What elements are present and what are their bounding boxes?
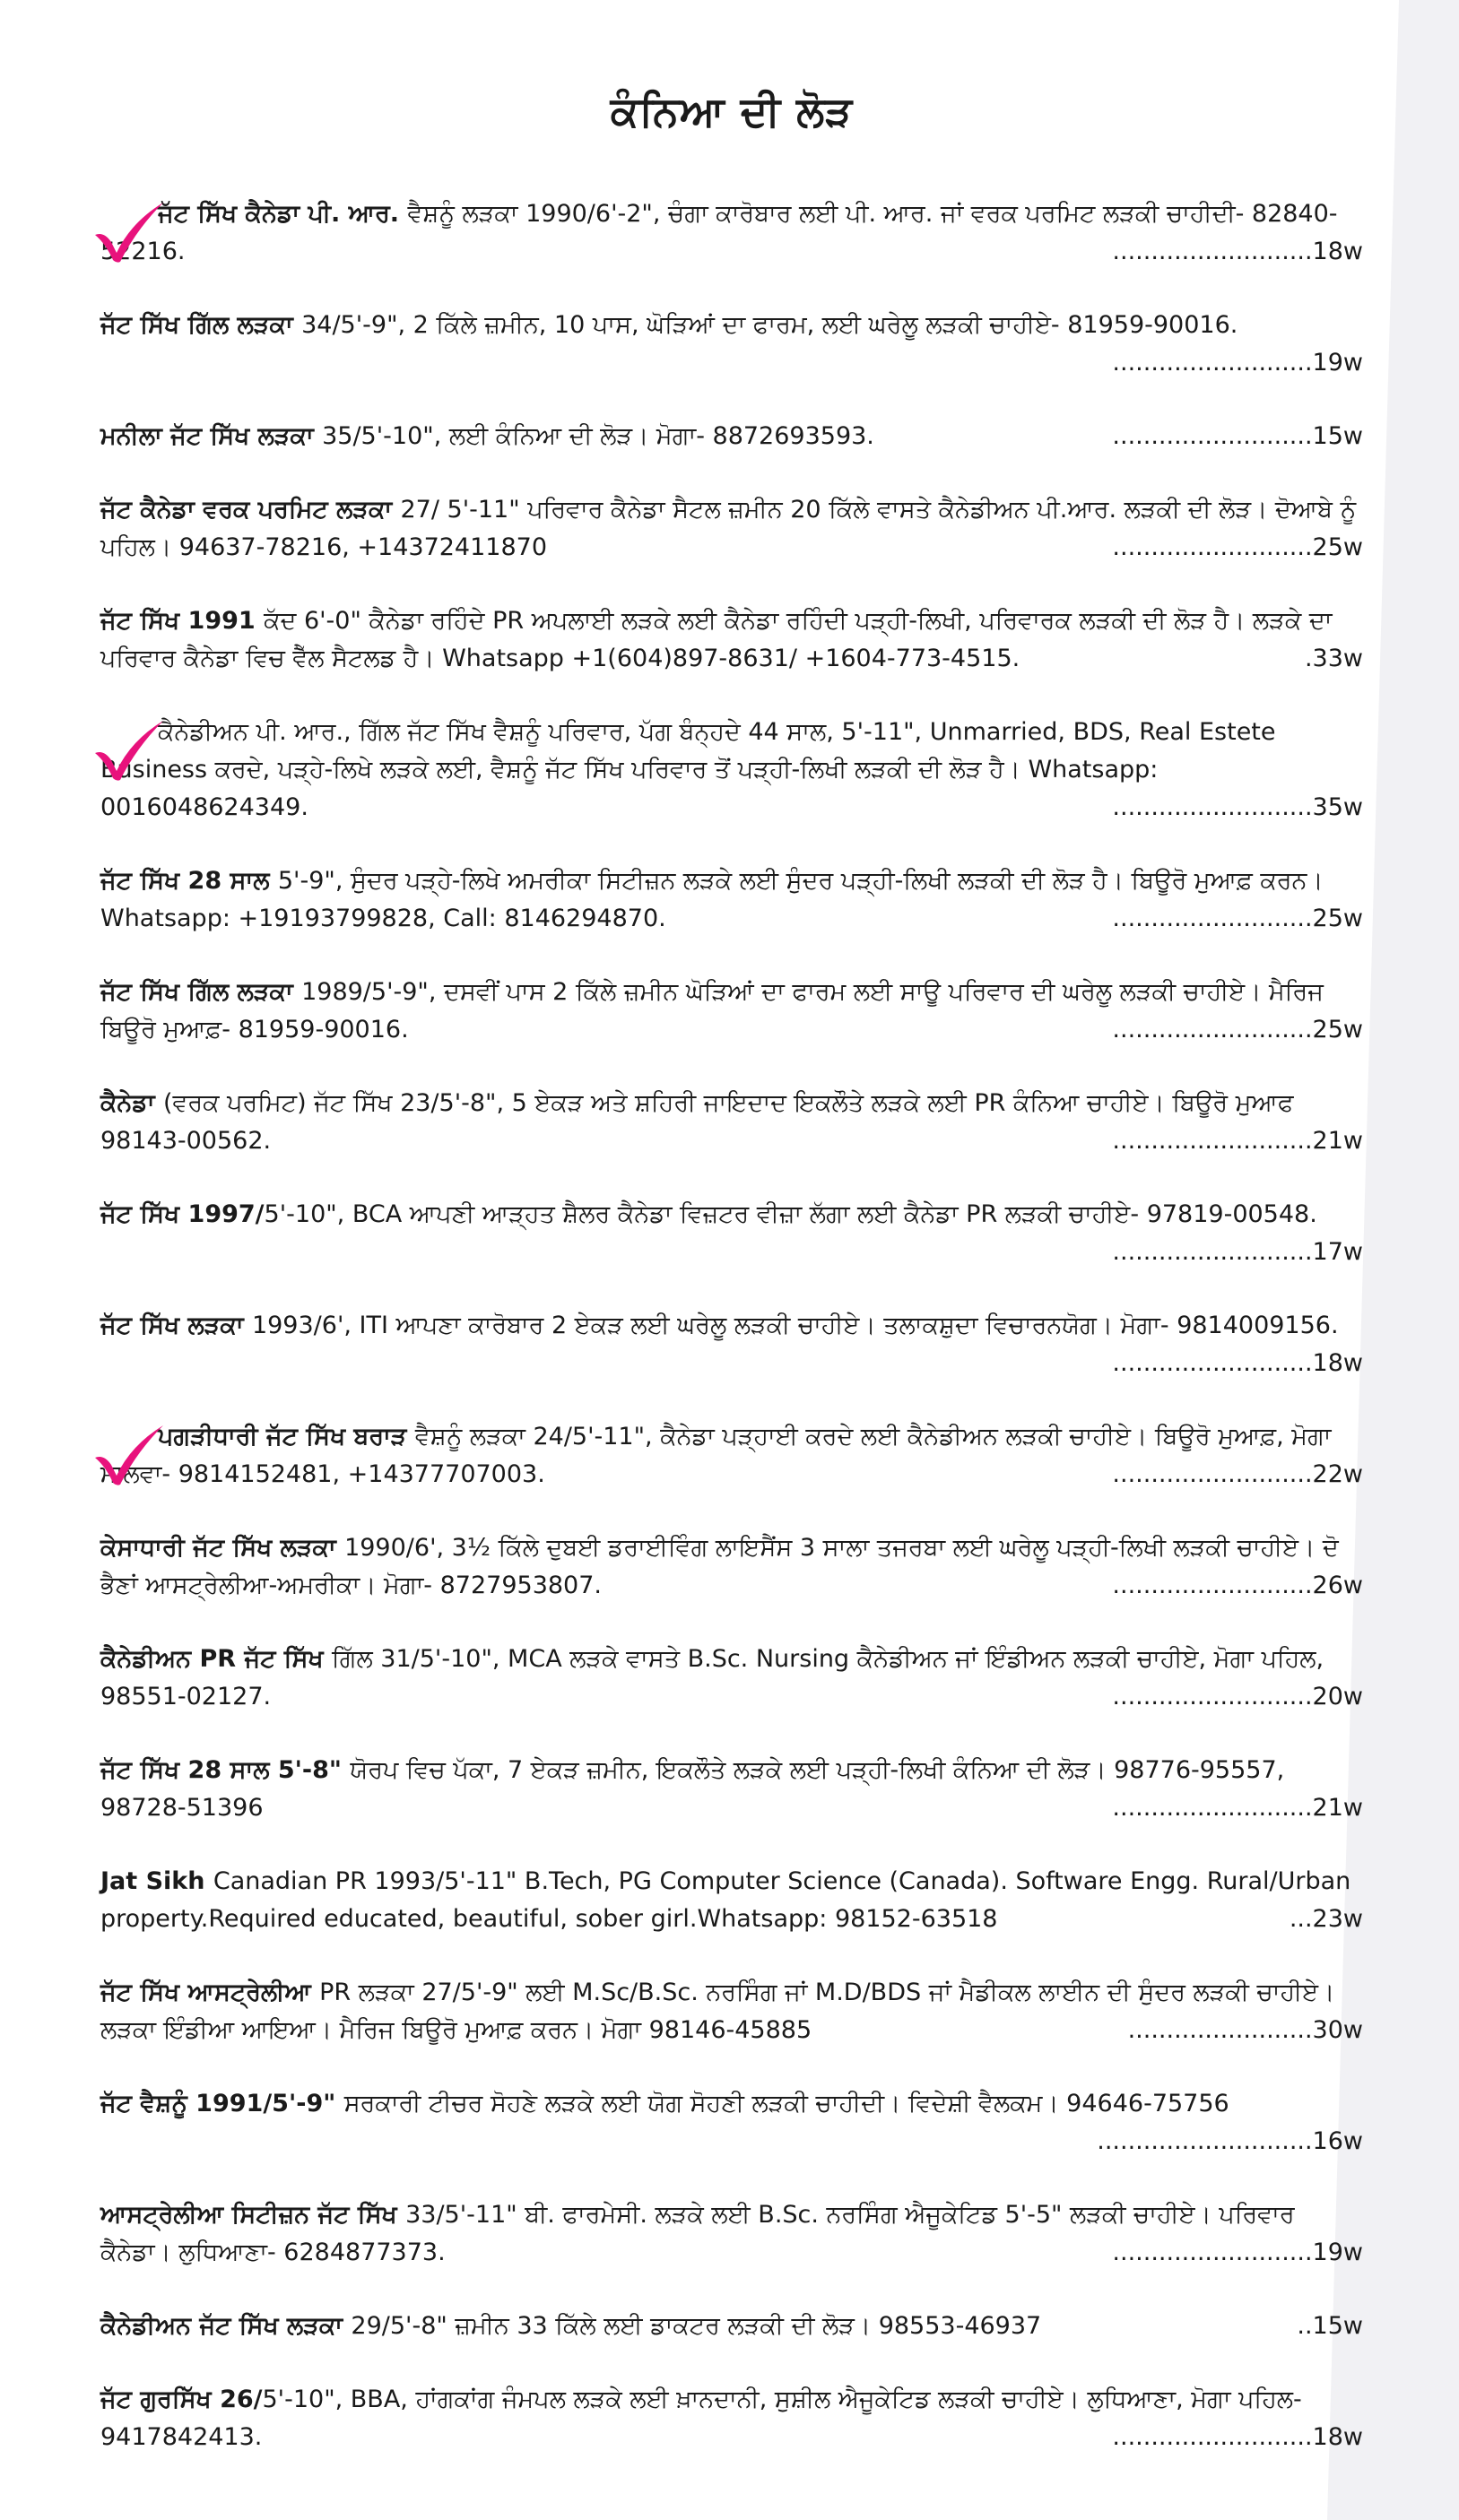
ad-code: ..........................19w [1112,349,1363,377]
ad-code: ..........................21w [1112,1794,1363,1822]
page-title: ਕੰਨਿਆ ਦੀ ਲੋੜ [610,87,854,135]
ad-text [100,1307,1363,1377]
ad-text [100,195,1363,271]
ad-body: 27/ 5'-11" ਪਰਿਵਾਰ ਕੈਨੇਡਾ ਸੈਟਲ ਜ਼ਮੀਨ 20 ਕਿੱਲੇ ਵਾਸਤੇ ਕੈਨੇਡੀਅਨ ਪੀ.ਆਰ. ਲੜਕੀ ਦੀ ਲੋੜ। ਦੋਆਬੇ ਨੂੰ ਪਹਿਲ। 94637-78216, +14372411870 [100,496,1357,561]
ad-code: ..........................18w [1112,2423,1363,2451]
classified-ad [100,974,1363,1049]
ad-text [100,714,1363,827]
classified-ad [100,491,1363,567]
ad-heading: ਪਗੜੀਧਾਰੀ ਜੱਟ ਸਿੱਖ ਬਰਾੜ [158,1423,415,1451]
ad-heading: ਜੱਟ ਕੈਨੇਡਾ ਵਰਕ ਪਰਮਿਟ ਲੜਕਾ [100,496,401,524]
ad-code: ............................16w [1097,2127,1363,2155]
ad-body: 33/5'-11" ਬੀ. ਫਾਰਮੇਸੀ. ਲੜਕੇ ਲਈ B.Sc. ਨਰਸਿੰਗ ਐਜੂਕੇਟਿਡ 5'-5" ਲੜਕੀ ਚਾਹੀਏ। ਪਰਿਵਾਰ ਕੈਨੇਡਾ। ਲੁਧਿਆਣਾ- 6284877373. [100,2201,1295,2266]
ad-code: ..........................21w [1112,1127,1363,1155]
ad-heading: Jat Sikh [100,1867,213,1895]
classified-ad [100,602,1363,678]
ad-code: ..........................15w [1112,422,1363,450]
ad-body: ਸਰਕਾਰੀ ਟੀਚਰ ਸੋਹਣੇ ਲੜਕੇ ਲਈ ਯੋਗ ਸੋਹਣੀ ਲੜਕੀ ਚਾਹੀਦੀ। ਵਿਦੇਸ਼ੀ ਵੈਲਕਮ। 94646-75756 [343,2090,1229,2117]
ad-heading: ਜੱਟ ਸਿੱਖ ਕੈਨੇਡਾ ਪੀ. ਆਰ. [158,200,408,228]
ad-body: ਗਿੱਲ 31/5'-10", MCA ਲੜਕੇ ਵਾਸਤੇ B.Sc. Nursing ਕੈਨੇਡੀਅਨ ਜਾਂ ਇੰਡੀਅਨ ਲੜਕੀ ਚਾਹੀਏ, ਮੋਗਾ ਪਹਿਲ, 98551-02127. [100,1645,1324,1710]
ad-heading: ਜੱਟ ਸਿੱਖ ਗਿੱਲ ਲੜਕਾ [100,311,302,339]
ad-heading: ਜੱਟ ਸਿੱਖ 28 ਸਾਲ 5'-8" [100,1756,351,1784]
ad-body: 5'-9", ਸੁੰਦਰ ਪੜ੍ਹੇ-ਲਿਖੇ ਅਮਰੀਕਾ ਸਿਟੀਜ਼ਨ ਲੜਕੇ ਲਈ ਸੁੰਦਰ ਪੜ੍ਹੀ-ਲਿਖੀ ਲੜਕੀ ਦੀ ਲੋੜ ਹੈ। ਬਿਊਰੋ ਮੁਆਫ਼ ਕਰਨ। Whatsapp: +19193799828, Call: 8146294870. [100,867,1324,932]
ad-heading: ਆਸਟ੍ਰੇਲੀਆ ਸਿਟੀਜ਼ਨ ਜੱਟ ਸਿੱਖ [100,2201,406,2229]
ad-body: 35/5'-10", ਲਈ ਕੰਨਿਆ ਦੀ ਲੋੜ। ਮੋਗਾ- 8872693593. [322,422,874,450]
ad-text [100,2196,1363,2272]
ad-code: ..........................26w [1112,1572,1363,1599]
ad-heading: ਕੈਨੇਡੀਅਨ PR ਜੱਟ ਸਿੱਖ [100,1645,332,1673]
ad-heading: ਜੱਟ ਸਿੱਖ 1997/ [100,1200,265,1228]
ad-text [100,974,1363,1049]
classified-ad [100,1974,1363,2049]
ad-heading: ਜੱਟ ਸਿੱਖ ਆਸਟ੍ਰੇਲੀਆ [100,1979,320,2006]
ad-heading: ਜੱਟ ਸਿੱਖ 28 ਸਾਲ [100,867,278,895]
classified-ad [100,1196,1363,1271]
ad-code: ..........................25w [1112,905,1363,932]
checkmark-icon [91,199,167,264]
ad-body: 1990/6', 3½ ਕਿੱਲੇ ਦੁਬਈ ਡਰਾਈਵਿੰਗ ਲਾਇਸੈਂਸ 3 ਸਾਲਾ ਤਜਰਬਾ ਲਈ ਘਰੇਲੂ ਪੜ੍ਹੀ-ਲਿਖੀ ਲੜਕੀ ਚਾਹੀਏ। ਦੋ ਭੈਣਾਂ ਆਸਟ੍ਰੇਲੀਆ-ਅਮਰੀਕਾ। ਮੋਗਾ- 8727953807. [100,1534,1339,1599]
classified-ad [100,714,1363,827]
ad-text [100,1863,1363,1938]
ad-code: ..........................35w [1112,793,1363,821]
classified-ad [100,1307,1363,1382]
ad-text [100,491,1363,567]
ad-heading: ਕੈਨੇਡਾ [100,1089,163,1117]
ad-text [100,1974,1363,2049]
ad-heading: ਮਨੀਲਾ ਜੱਟ ਸਿੱਖ ਲੜਕਾ [100,422,323,450]
ad-body: ਵੈਸ਼ਨੂੰ ਲੜਕਾ 24/5'-11", ਕੈਨੇਡਾ ਪੜ੍ਹਾਈ ਕਰਦੇ ਲਈ ਕੈਨੇਡੀਅਨ ਲੜਕੀ ਚਾਹੀਏ। ਬਿਊਰੋ ਮੁਆਫ਼, ਮੋਗਾ ਮਾਲਵਾ- 9814152481, +14377707003. [100,1423,1332,1488]
ad-code: ..........................20w [1112,1683,1363,1710]
ad-body: (ਵਰਕ ਪਰਮਿਟ) ਜੱਟ ਸਿੱਖ 23/5'-8", 5 ਏਕੜ ਅਤੇ ਸ਼ਹਿਰੀ ਜਾਇਦਾਦ ਇਕਲੌਤੇ ਲੜਕੇ ਲਈ PR ਕੰਨਿਆ ਚਾਹੀਏ। ਬਿਊਰੋ ਮੁਆਫ 98143-00562. [100,1089,1294,1155]
classified-ad [100,1085,1363,1160]
ad-text [100,307,1363,377]
checkmark-icon [91,1422,167,1486]
classified-ad [100,2381,1363,2456]
ad-body: PR ਲੜਕਾ 27/5'-9" ਲਈ M.Sc/B.Sc. ਨਰਸਿੰਗ ਜਾਂ M.D/BDS ਜਾਂ ਮੈਡੀਕਲ ਲਾਈਨ ਦੀ ਸੁੰਦਰ ਲੜਕੀ ਚਾਹੀਏ। ਲੜਕਾ ਇੰਡੀਆ ਆਇਆ। ਮੈਰਿਜ ਬਿਊਰੋ ਮੁਆਫ਼ ਕਰਨ। ਮੋਗਾ 98146-45885 [100,1979,1335,2044]
ad-body: ਕੱਦ 6'-0" ਕੈਨੇਡਾ ਰਹਿੰਦੇ PR ਅਪਲਾਈ ਲੜਕੇ ਲਈ ਕੈਨੇਡਾ ਰਹਿੰਦੀ ਪੜ੍ਹੀ-ਲਿਖੀ, ਪਰਿਵਾਰਕ ਲੜਕੀ ਦੀ ਲੋੜ ਹੈ। ਲੜਕੇ ਦਾ ਪਰਿਵਾਰ ਕੈਨੇਡਾ ਵਿਚ ਵੈੱਲ ਸੈਟਲਡ ਹੈ। Whatsapp +1(604)897-8631/ +1604-773-4515. [100,607,1333,672]
ad-code: .33w [1304,645,1363,672]
ad-text [100,2308,1363,2345]
classified-ad [100,1529,1363,1605]
ad-heading: ਜੱਟ ਸਿੱਖ 1991 [100,607,265,635]
ad-text [100,1196,1363,1266]
classified-ad [100,2085,1363,2161]
classified-ad [100,862,1363,938]
checkmark-icon [91,717,167,782]
ad-body: Canadian PR 1993/5'-11" B.Tech, PG Computer Science (Canada). Software Engg. Rural/Urban property.Required educated, beautiful, sober girl.Whatsapp: 98152-63518 [100,1867,1351,1933]
ad-code: ..........................18w [1112,1349,1363,1377]
ad-code: ..........................19w [1112,2239,1363,2266]
ad-code: ..........................18w [1112,238,1363,265]
classified-ad [100,1752,1363,1827]
ad-code: ...23w [1289,1905,1363,1933]
ad-text [100,418,1363,455]
ad-code: ..........................17w [1112,1238,1363,1266]
classified-ad [100,2196,1363,2272]
classified-ad [100,307,1363,382]
ad-text [100,862,1363,938]
ad-heading: ਜੱਟ ਗੁਰਸਿੱਖ 26/ [100,2386,263,2413]
ad-body: ਕੈਨੇਡੀਅਨ ਪੀ. ਆਰ., ਗਿੱਲ ਜੱਟ ਸਿੱਖ ਵੈਸ਼ਨੂੰ ਪਰਿਵਾਰ, ਪੱਗ ਬੰਨ੍ਹਦੇ 44 ਸਾਲ, 5'-11", Unmarried, BDS, Real Estete Business ਕਰਦੇ, ਪੜ੍ਹੇ-ਲਿਖੇ ਲੜਕੇ ਲਈ, ਵੈਸ਼ਨੂੰ ਜੱਟ ਸਿੱਖ ਪਰਿਵਾਰ ਤੋਂ ਪੜ੍ਹੀ-ਲਿਖੀ ਲੜਕੀ ਦੀ ਲੋੜ ਹੈ। Whatsapp: 0016048624349. [100,718,1276,821]
ad-body: 1993/6', ITI ਆਪਣਾ ਕਾਰੋਬਾਰ 2 ਏਕੜ ਲਈ ਘਰੇਲੂ ਲੜਕੀ ਚਾਹੀਏ। ਤਲਾਕਸ਼ੁਦਾ ਵਿਚਾਰਨਯੋਗ। ਮੋਗਾ- 9814009156. [251,1312,1339,1339]
ad-code: ..15w [1297,2312,1363,2340]
ad-heading: ਜੱਟ ਸਿੱਖ ਲੜਕਾ [100,1312,252,1339]
classified-ad [100,1418,1363,1494]
ad-text [100,1418,1363,1494]
ad-text [100,602,1363,678]
ad-text [100,1529,1363,1605]
classified-ad [100,418,1363,455]
ad-code: ..........................25w [1112,533,1363,561]
ad-body: 29/5'-8" ਜ਼ਮੀਨ 33 ਕਿੱਲੇ ਲਈ ਡਾਕਟਰ ਲੜਕੀ ਦੀ ਲੋੜ। 98553-46937 [351,2312,1042,2340]
classified-ad [100,1863,1363,1938]
ad-text [100,2085,1363,2155]
ad-text [100,1085,1363,1160]
ad-body: 1989/5'-9", ਦਸਵੀਂ ਪਾਸ 2 ਕਿੱਲੇ ਜ਼ਮੀਨ ਘੋੜਿਆਂ ਦਾ ਫਾਰਮ ਲਈ ਸਾਊ ਪਰਿਵਾਰ ਦੀ ਘਰੇਲੂ ਲੜਕੀ ਚਾਹੀਏ। ਮੈਰਿਜ ਬਿਊਰੋ ਮੁਆਫ਼- 81959-90016. [100,978,1324,1044]
classified-ad [100,2308,1363,2345]
ad-text [100,1752,1363,1827]
classified-ad [100,1641,1363,1716]
ad-text [100,1641,1363,1716]
ad-heading: ਕੇਸਾਧਾਰੀ ਜੱਟ ਸਿੱਖ ਲੜਕਾ [100,1534,345,1562]
ad-body: 34/5'-9", 2 ਕਿੱਲੇ ਜ਼ਮੀਨ, 10 ਪਾਸ, ਘੋੜਿਆਂ ਦਾ ਫਾਰਮ, ਲਈ ਘਰੇਲੂ ਲੜਕੀ ਚਾਹੀਏ- 81959-90016. [301,311,1238,339]
ad-list [100,195,1363,2456]
ad-code: ..........................25w [1112,1016,1363,1044]
ad-body: 5'-10", BBA, ਹਾਂਗਕਾਂਗ ਜੰਮਪਲ ਲੜਕੇ ਲਈ ਖ਼ਾਨਦਾਨੀ, ਸੁਸ਼ੀਲ ਐਜੂਕੇਟਿਡ ਲੜਕੀ ਚਾਹੀਏ। ਲੁਧਿਆਣਾ, ਮੋਗਾ ਪਹਿਲ- 9417842413. [100,2386,1302,2451]
ad-body: 5'-10", BCA ਆਪਣੀ ਆੜ੍ਹਤ ਸ਼ੈਲਰ ਕੈਨੇਡਾ ਵਿਜ਼ਟਰ ਵੀਜ਼ਾ ਲੱਗਾ ਲਈ ਕੈਨੇਡਾ PR ਲੜਕੀ ਚਾਹੀਏ- 97819-00548. [264,1200,1317,1228]
ad-heading: ਜੱਟ ਵੈਸ਼ਨੂੰ 1991/5'-9" [100,2090,344,2117]
ad-code: ..........................22w [1112,1460,1363,1488]
classified-ad [100,195,1363,271]
ad-body: ਯੋਰਪ ਵਿਚ ਪੱਕਾ, 7 ਏਕੜ ਜ਼ਮੀਨ, ਇਕਲੌਤੇ ਲੜਕੇ ਲਈ ਪੜ੍ਹੀ-ਲਿਖੀ ਕੰਨਿਆ ਦੀ ਲੋੜ। 98776-95557, 98728-51396 [100,1756,1285,1822]
ad-heading: ਕੈਨੇਡੀਅਨ ਜੱਟ ਸਿੱਖ ਲੜਕਾ [100,2312,352,2340]
ad-body: ਵੈਸ਼ਨੂੰ ਲੜਕਾ 1990/6'-2", ਚੰਗਾ ਕਾਰੋਬਾਰ ਲਈ ਪੀ. ਆਰ. ਜਾਂ ਵਰਕ ਪਰਮਿਟ ਲੜਕੀ ਚਾਹੀਦੀ- 82840-52216. [100,200,1338,265]
ad-heading: ਜੱਟ ਸਿੱਖ ਗਿੱਲ ਲੜਕਾ [100,978,302,1006]
ad-text [100,2381,1363,2456]
ad-code: ........................30w [1127,2016,1363,2044]
